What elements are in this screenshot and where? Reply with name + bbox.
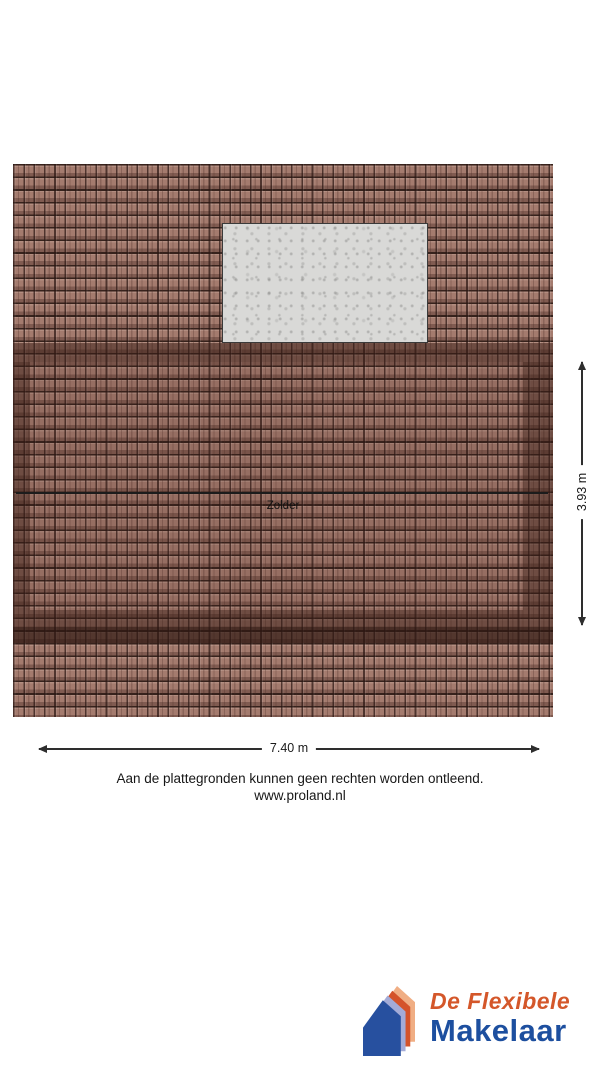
disclaimer-line1: Aan de plattegronden kunnen geen rechten worden ontleend. — [116, 771, 484, 786]
logo-text — [430, 990, 570, 1046]
disclaimer-line2: www.proland.nl — [254, 787, 346, 803]
dormer-flat-roof — [30, 362, 523, 610]
logo-text-line1: De Flexibele — [430, 988, 571, 1014]
roof-ridge-line — [16, 492, 548, 494]
roof-lower-slope — [13, 643, 553, 717]
roof-plan — [13, 164, 553, 717]
company-logo — [358, 980, 594, 1058]
horizontal-dimension-label: 7.40 m — [262, 741, 316, 755]
vertical-dimension-label: 3.93 m — [575, 465, 589, 519]
house-logo-icon — [363, 986, 415, 1056]
room-label: Zolder — [266, 500, 300, 512]
dormer-bottom-shadow — [13, 627, 553, 643]
logo-text-line2: Makelaar — [430, 1013, 567, 1048]
concrete-roof-block — [222, 223, 428, 343]
disclaimer — [0, 771, 600, 804]
